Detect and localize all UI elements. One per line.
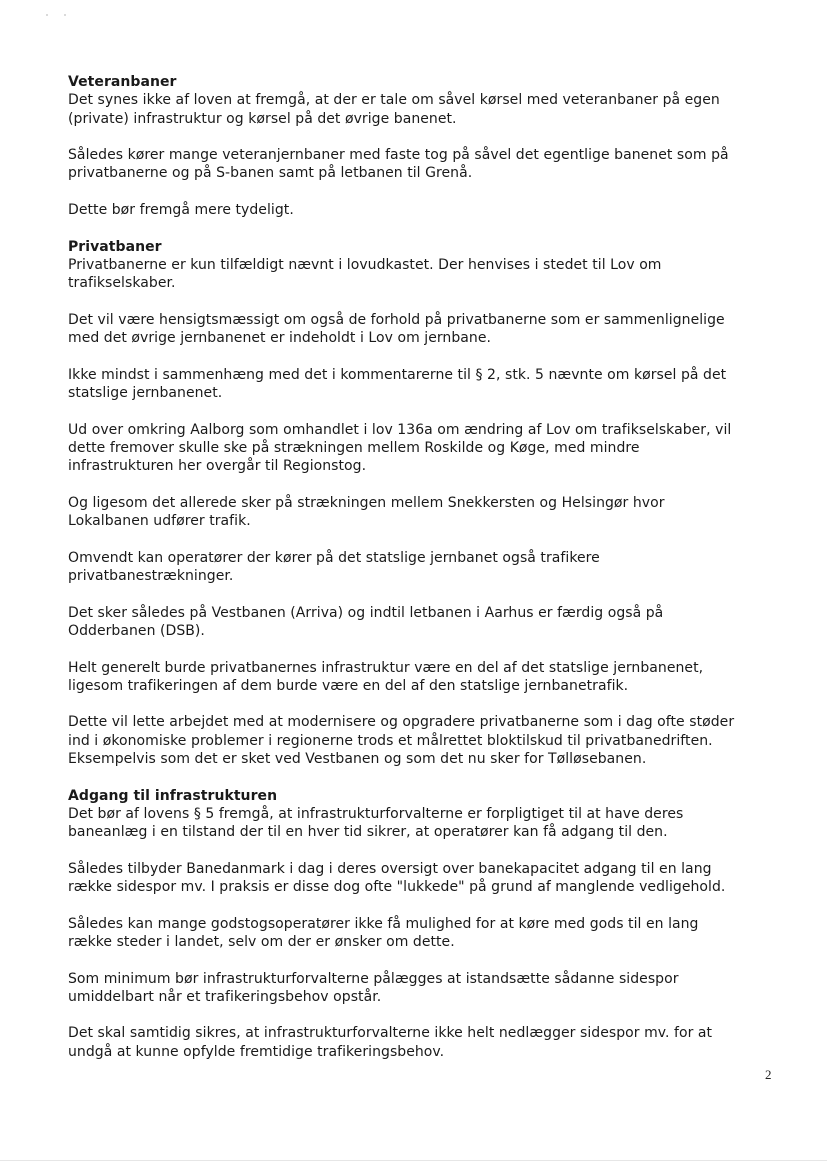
- paragraph: Dette vil lette arbejdet med at modernisere og opgradere privatbanerne som i dag ofte støder ind i økonomiske problemer i regionerne trods et målrettet bloktilskud til privatbanedriften. Eksempelvis som det er sket ved Vestbanen og som det nu sker for Tølløsebanen.: [68, 714, 735, 767]
- paragraph: Dette bør fremgå mere tydeligt.: [68, 202, 294, 219]
- paragraph: Det vil være hensigtsmæssigt om også de forhold på privatbanerne som er sammenlignelige med det øvrige jernbanenet er indeholdt i Lov om jernbane.: [68, 311, 725, 347]
- section-heading: Veteranbaner: [68, 74, 177, 90]
- scan-speck: [46, 14, 48, 16]
- section-adgang-til-infrastrukturen: [68, 787, 788, 1061]
- paragraph: Det synes ikke af loven at fremgå, at der er tale om såvel kørsel med veteranbaner på egen (private) infrastruktur og kørsel på det øvrige banenet.: [68, 92, 720, 127]
- paragraph: Ud over omkring Aalborg som omhandlet i lov 136a om ændring af Lov om trafikselskaber, vil dette fremover skulle ske på strækningen mellem Roskilde og Køge, med mindre infrastrukturen her overgår til Regionstog.: [68, 421, 732, 475]
- paragraph: Privatbanerne er kun tilfældigt nævnt i lovudkastet. Der henvises i stedet til Lov om trafikselskaber.: [68, 256, 662, 292]
- page-bottom-edge: [0, 1160, 827, 1161]
- paragraph: Ikke mindst i sammenhæng med det i kommentarerne til § 2, stk. 5 nævnte om kørsel på det statslige jernbanenet.: [68, 366, 727, 402]
- section-privatbaner: [68, 238, 788, 769]
- paragraph: Således kører mange veteranjernbaner med faste tog på såvel det egentlige banenet som på privatbanerne og på S-banen samt på letbanen til Grenå.: [68, 147, 729, 182]
- section-veteranbaner: [68, 73, 788, 219]
- section-heading: Adgang til infrastrukturen: [68, 787, 278, 804]
- section-heading: Privatbaner: [68, 238, 162, 255]
- paragraph: Således tilbyder Banedanmark i dag i deres oversigt over banekapacitet adgang til en lang række sidespor mv. I praksis er disse dog ofte "lukkede" på grund af manglende vedligehold.: [68, 860, 726, 896]
- paragraph: Omvendt kan operatører der kører på det statslige jernbanet også trafikere privatbanestrækninger.: [68, 549, 600, 585]
- paragraph: Det bør af lovens § 5 fremgå, at infrastrukturforvalterne er forpligtiget til at have deres baneanlæg i en tilstand der til en hver tid sikrer, at operatører kan få adgang til den.: [68, 805, 684, 841]
- paragraph: Som minimum bør infrastrukturforvalterne pålægges at istandsætte sådanne sidespor umiddelbart når et trafikeringsbehov opstår.: [68, 970, 679, 1005]
- paragraph: Det sker således på Vestbanen (Arriva) og indtil letbanen i Aarhus er færdig også på Odderbanen (DSB).: [68, 604, 664, 639]
- page-number: 2: [765, 1067, 772, 1082]
- document-body: [68, 73, 788, 1079]
- paragraph: Det skal samtidig sikres, at infrastrukturforvalterne ikke helt nedlægger sidespor mv. for at undgå at kunne opfylde fremtidige trafikeringsbehov.: [68, 1025, 713, 1060]
- scan-speck: [64, 14, 66, 16]
- paragraph: Således kan mange godstogsoperatører ikke få mulighed for at køre med gods til en lang række steder i landet, selv om der er ønsker om dette.: [68, 915, 699, 950]
- paragraph: Og ligesom det allerede sker på strækningen mellem Snekkersten og Helsingør hvor Lokalbanen udfører trafik.: [68, 494, 665, 530]
- paragraph: Helt generelt burde privatbanernes infrastruktur være en del af det statslige jernbanenet, ligesom trafikeringen af dem burde være en del af den statslige jernbanetrafik.: [68, 659, 704, 694]
